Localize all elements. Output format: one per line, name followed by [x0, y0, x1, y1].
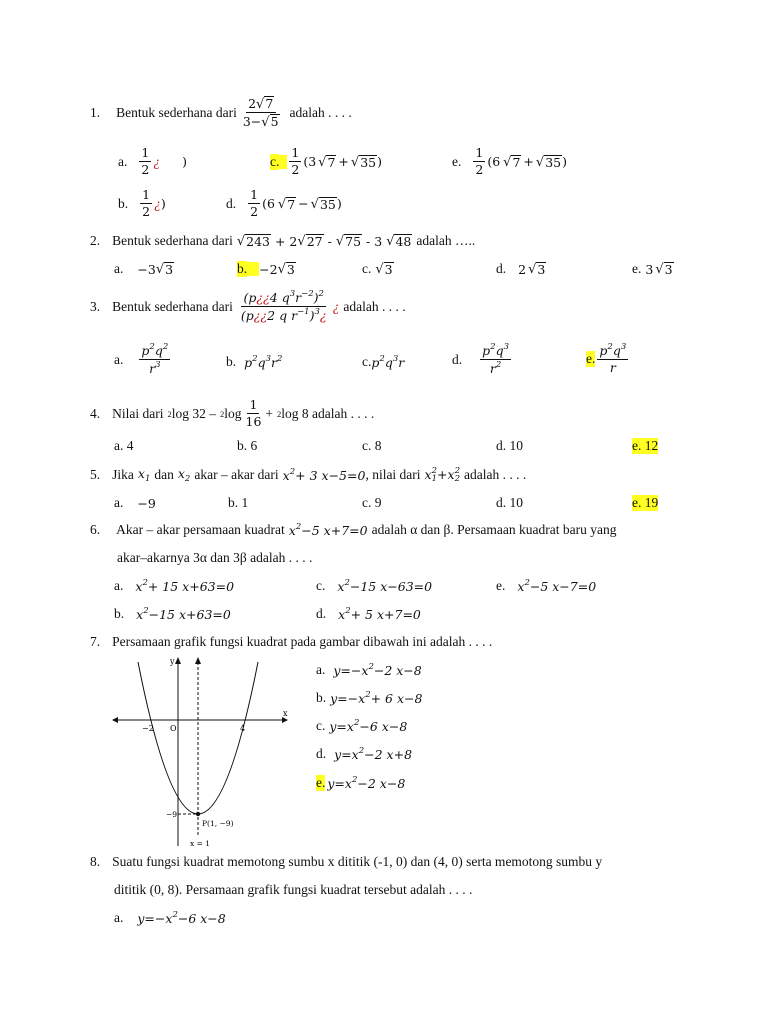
- option-5a[interactable]: a. −9: [114, 495, 156, 511]
- option-3e[interactable]: [586, 343, 630, 376]
- x-axis-label: x: [283, 709, 288, 718]
- option-4d[interactable]: d. 10: [496, 438, 523, 453]
- tick-label-neg2: −2: [142, 724, 154, 733]
- question-number: 2.: [90, 233, 101, 248]
- parabola-graph: [112, 654, 290, 850]
- fraction: $\frac{(p¿¿4 q^3r^{-2})^2}{(p¿¿2 q r^{-1})^3¿}$: [240, 289, 327, 324]
- option-6c[interactable]: c. $x^2-15$ x−63=0: [316, 578, 433, 594]
- option-4a[interactable]: a. 4: [114, 438, 134, 453]
- option-7b[interactable]: b. $y=-x^2+ 6$ x−8: [316, 690, 423, 706]
- fraction: $\frac{1}{16}$: [245, 397, 262, 430]
- option-letter: a.: [118, 153, 128, 169]
- option-6e[interactable]: e. $x^2-5$ x−7=0: [496, 578, 597, 594]
- option-5c[interactable]: c. 9: [362, 495, 382, 510]
- question-7: 7. Persamaan grafik fungsi kuadrat pada gambar dibawah ini adalah . . . .: [90, 634, 493, 649]
- question-1: [90, 96, 352, 129]
- option-4e[interactable]: [632, 438, 658, 454]
- y-axis-label: y: [170, 657, 175, 666]
- option-2a[interactable]: a. −3 √ 3: [114, 261, 174, 278]
- option-letter: b.: [118, 195, 129, 211]
- option-6a[interactable]: a. $x^2+ 15$ x+63=0: [114, 578, 235, 594]
- fraction: $\frac{p^2q^3}{r}$: [599, 342, 627, 376]
- symbol: ¿: [153, 153, 161, 169]
- fraction: $\frac{p^2q^3}{r^2}$: [482, 342, 509, 377]
- symmetry-label: x = 1: [190, 839, 211, 848]
- option-7c[interactable]: c. $y=x^2-6$ x−8: [316, 718, 408, 734]
- option-letter: d.: [226, 195, 237, 211]
- option-7e[interactable]: e. $y=x^2-2$ x−8: [316, 775, 406, 791]
- tick-label-neg9: −9: [166, 810, 178, 819]
- option-4c[interactable]: c. 8: [362, 438, 382, 453]
- fraction: $\frac{1}{2}$: [141, 145, 150, 178]
- option-3b[interactable]: b. $p^2q^3r^2$: [226, 354, 283, 370]
- option-7a[interactable]: a. $y=-x^2-2$ x−8: [316, 662, 422, 678]
- tick-label-4: 4: [240, 724, 246, 733]
- question-number: 1.: [90, 104, 101, 120]
- option-5b[interactable]: b. 1: [228, 495, 249, 510]
- question-6: 6. Akar – akar persamaan kuadrat $x^2-5$ x+7=0 adalah α dan β. Persamaan kuadrat baru yang: [90, 522, 617, 538]
- fraction: $\frac{1}{2}$: [475, 145, 484, 178]
- question-2: 2. Bentuk sederhana dari √ 243 + 2 √ 27 - √ 75 - 3 √ 48 adalah …..: [90, 233, 476, 250]
- question-8: 8. Suatu fungsi kuadrat memotong sumbu x dititik (-1, 0) dan (4, 0) serta memotong sumbu y: [90, 854, 603, 869]
- option-8a[interactable]: a. $y=-x^2-6$ x−8: [114, 910, 226, 926]
- option-2c[interactable]: c. √ 3: [362, 261, 393, 278]
- option-1b[interactable]: b. $\frac{1}{2}$ ¿ ): [118, 187, 166, 220]
- question-text-tail: adalah . . . .: [289, 104, 352, 120]
- option-letter: e.: [452, 153, 462, 169]
- option-3d[interactable]: d. $\frac{p^2q^3}{r^2}$: [452, 342, 509, 377]
- option-letter-highlighted: b.: [237, 261, 248, 276]
- option-1e[interactable]: e. $\frac{1}{2}$ ( 6 √ 7 + √ 35 ): [452, 145, 567, 178]
- option-1d[interactable]: d. $\frac{1}{2}$ ( 6 √ 7 − √ 35 ): [226, 187, 342, 220]
- option-5d[interactable]: d. 10: [496, 495, 523, 510]
- vertex-label: P(1, −9): [202, 819, 234, 828]
- question-text: Bentuk sederhana dari: [112, 298, 233, 314]
- option-7d[interactable]: d. $y=x^2-2$ x+8: [316, 746, 413, 762]
- option-3c[interactable]: c. $p^2q^3r$: [362, 354, 405, 370]
- fraction: $\frac{1}{2}$: [291, 145, 300, 178]
- y-axis-arrow: [175, 657, 181, 664]
- option-4b[interactable]: b. 6: [237, 438, 258, 453]
- question-6-line2: akar–akarnya 3α dan 3β adalah . . . .: [117, 550, 313, 565]
- question-8-line2: dititik (0, 8). Persamaan grafik fungsi kuadrat tersebut adalah . . . .: [114, 882, 473, 897]
- option-2e[interactable]: e. 3 √ 3: [632, 261, 673, 278]
- question-4: 4. Nilai dari 2 log 32 – 2 log $\frac{1}{16}$ + 2 log 8 adalah . . . .: [90, 397, 375, 430]
- question-5: 5. Jika $x_1$ dan $x_2$ akar – akar dari $x^2+ 3$ x−5=0 , nilai dari x 2 1 +x 2 2 adalah . . . .: [90, 465, 527, 484]
- fraction: 2 √ 7 3− √ 5: [242, 95, 279, 130]
- question-text: Bentuk sederhana dari: [116, 104, 237, 120]
- origin-label: O: [170, 724, 177, 733]
- option-6d[interactable]: d. $x^2+ 5$ x+7=0: [316, 606, 421, 622]
- option-3a[interactable]: a. $\frac{p^2q^2}{r^3}$: [114, 342, 169, 377]
- fraction: $\frac{p^2q^2}{r^3}$: [141, 342, 169, 377]
- x-axis-arrow-left: [112, 717, 118, 723]
- option-2d[interactable]: d. 2 √ 3: [496, 261, 546, 278]
- option-1a[interactable]: a. $\frac{1}{2}$ ¿ ): [118, 145, 187, 178]
- option-highlighted: e. 12: [632, 438, 659, 453]
- option-1c[interactable]: c. $\frac{1}{2}$ ( 3 √ 7 + √ 35 ): [270, 145, 382, 178]
- question-text: Bentuk sederhana dari: [112, 233, 233, 248]
- option-highlighted: e. 19: [632, 495, 659, 510]
- vertex-point: [196, 812, 200, 816]
- fraction: $\frac{1}{2}$: [142, 187, 151, 220]
- fraction: $\frac{1}{2}$: [250, 187, 259, 220]
- option-letter-highlighted: e.: [586, 351, 596, 367]
- option-letter-highlighted: e.: [316, 775, 326, 790]
- option-6b[interactable]: b. $x^2-15$ x+63=0: [114, 606, 231, 622]
- option-2b[interactable]: b. −2 √ 3: [237, 261, 295, 278]
- option-letter-highlighted: c.: [270, 153, 280, 169]
- option-5e[interactable]: [632, 495, 658, 511]
- question-3: 3. Bentuk sederhana dari $\frac{(p¿¿4 q^3r^{-2})^2}{(p¿¿2 q r^{-1})^3¿}$ ¿ adalah . . . .: [90, 289, 406, 324]
